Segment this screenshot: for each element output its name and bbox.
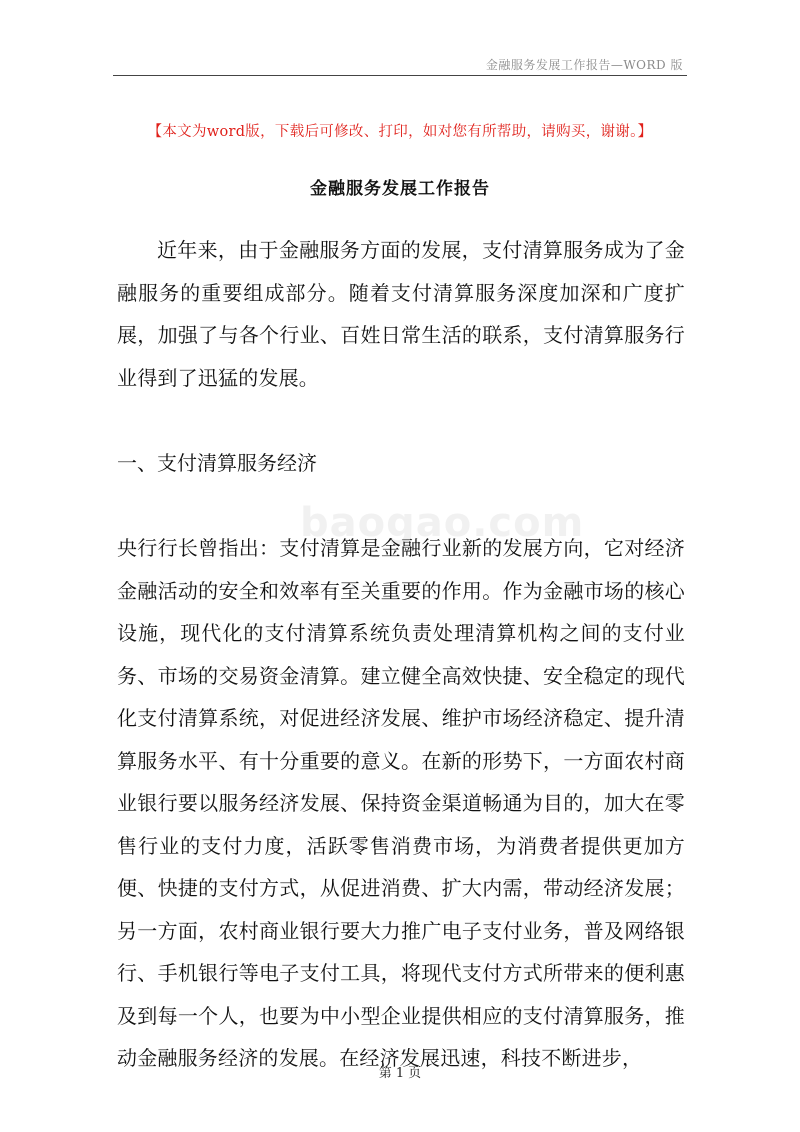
section-heading: 一、支付清算服务经济	[117, 451, 317, 475]
header-divider	[113, 75, 687, 76]
page-number: 第 1 页	[378, 1066, 422, 1081]
purchase-notice: 【本文为word版，下载后可修改、打印，如对您有所帮助，请购买，谢谢。】	[147, 124, 653, 140]
running-header: 金融服务发展工作报告—WORD 版	[485, 58, 683, 72]
page-title: 金融服务发展工作报告	[310, 179, 490, 199]
watermark-logo: baogao.com	[300, 500, 585, 546]
intro-paragraph: 近年来，由于金融服务方面的发展，支付清算服务成为了金融服务的重要组成部分。随着支付清算服务深度加深和广度扩展，加强了与各个行业、百姓日常生活的联系，支付清算服务行业得到了迅猛的发展。	[117, 238, 685, 390]
body-paragraph: 央行行长曾指出：支付清算是金融行业新的发展方向，它对经济金融活动的安全和效率有至关重要的作用。作为金融市场的核心设施，现代化的支付清算系统负责处理清算机构之间的支付业务、市场的交易资金清算。建立健全高效快捷、安全稳定的现代化支付清算系统，对促进经济发展、维护市场经济稳定、提升清算服务水平、有十分重要的意义。在新的形势下，一方面农村商业银行要以服务经济发展、保持资金渠道畅通为目的，加大在零售行业的支付力度，活跃零售消费市场，为消费者提供更加方便、快捷的支付方式，从促进消费、扩大内需，带动经济发展；另一方面，农村商业银行要大力推广电子支付业务，普及网络银行、手机银行等电子支付工具，将现代支付方式所带来的便利惠及到每一个人，也要为中小型企业提供相应的支付清算服务，推动金融服务经济的发展。在经济发展迅速，科技不断进步，	[117, 536, 685, 1070]
